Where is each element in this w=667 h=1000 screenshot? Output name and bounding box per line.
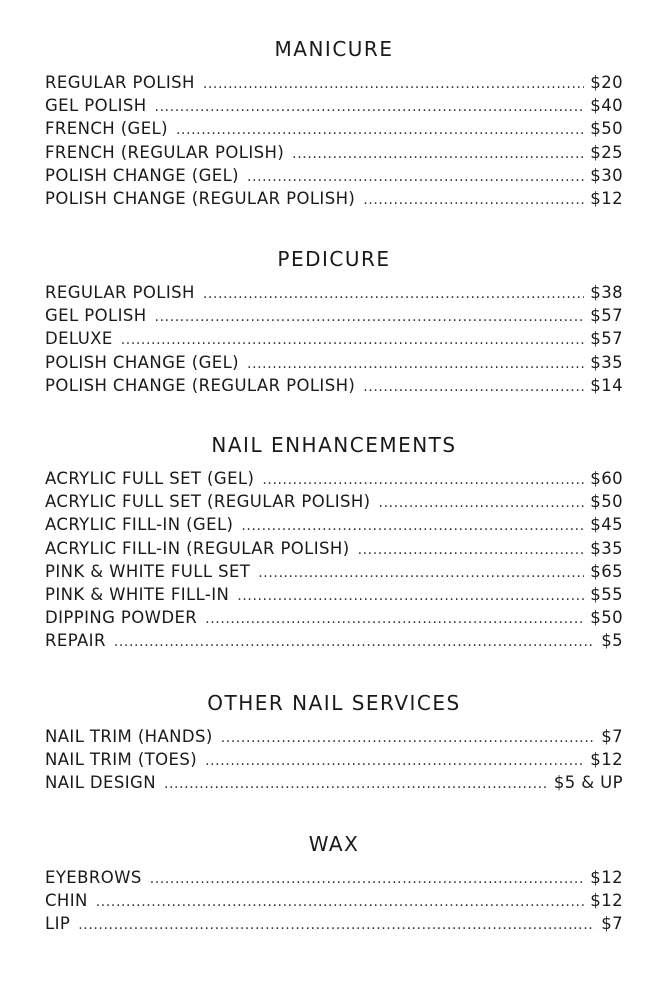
dot-leader	[221, 727, 595, 750]
service-list	[45, 71, 623, 210]
section-title: OTHER NAIL SERVICES	[207, 691, 461, 715]
service-item	[45, 560, 623, 583]
service-name: EYEBROWS	[45, 868, 142, 887]
section-manicure	[45, 36, 623, 210]
service-price: $35	[590, 538, 623, 558]
section-title: NAIL ENHANCEMENTS	[211, 433, 457, 457]
service-name: ACRYLIC FULL SET (REGULAR POLISH)	[45, 492, 371, 512]
dot-leader	[150, 868, 585, 891]
dot-leader	[237, 585, 584, 608]
service-price: $20	[590, 73, 623, 92]
service-name: REGULAR POLISH	[45, 73, 195, 92]
service-name: DIPPING POWDER	[45, 608, 198, 628]
dot-leader	[247, 353, 584, 376]
service-item	[45, 141, 623, 164]
section-title: PEDICURE	[277, 247, 391, 271]
section-title: MANICURE	[274, 37, 394, 61]
dot-leader	[155, 306, 585, 329]
service-name: ACRYLIC FILL-IN (GEL)	[45, 515, 234, 535]
dot-leader	[203, 73, 584, 96]
service-item	[45, 71, 623, 94]
service-list	[45, 281, 623, 397]
service-item	[45, 117, 623, 140]
service-price: $50	[590, 492, 623, 512]
dot-leader	[363, 376, 584, 399]
dot-leader	[247, 166, 584, 189]
service-name: DELUXE	[45, 329, 113, 349]
dot-leader	[121, 329, 585, 352]
service-price: $12	[590, 750, 623, 770]
service-price: $7	[601, 914, 623, 934]
service-price: $50	[590, 119, 623, 139]
dot-leader	[203, 283, 584, 306]
service-name: NAIL TRIM (TOES)	[45, 750, 198, 770]
section-pedicure	[45, 246, 623, 397]
service-name: LIP	[45, 914, 71, 934]
service-price: $55	[590, 584, 623, 604]
dot-leader	[164, 773, 548, 796]
service-price: $57	[590, 329, 623, 349]
dot-leader	[205, 750, 584, 773]
service-price: $30	[590, 165, 623, 185]
service-item	[45, 912, 623, 935]
service-name: NAIL TRIM (HANDS)	[45, 727, 213, 746]
dot-leader	[358, 539, 585, 562]
service-item	[45, 351, 623, 374]
dot-leader	[292, 143, 584, 166]
service-price: $45	[590, 515, 623, 535]
dot-leader	[96, 891, 585, 914]
service-list	[45, 866, 623, 936]
service-name: ACRYLIC FULL SET (GEL)	[45, 469, 255, 488]
service-name: POLISH CHANGE (REGULAR POLISH)	[45, 375, 356, 395]
service-name: GEL POLISH	[45, 96, 147, 116]
dot-leader	[258, 562, 584, 585]
service-item	[45, 467, 623, 490]
service-price: $12	[590, 188, 623, 208]
service-item	[45, 629, 623, 652]
section-wax	[45, 831, 623, 936]
service-price: $5 & UP	[553, 773, 623, 793]
service-item	[45, 866, 623, 889]
service-name: FRENCH (GEL)	[45, 119, 168, 139]
service-item	[45, 94, 623, 117]
service-item	[45, 327, 623, 350]
section-title: WAX	[308, 832, 360, 856]
service-price: $25	[590, 142, 623, 162]
service-name: PINK & WHITE FULL SET	[45, 561, 251, 581]
service-price: $5	[601, 631, 623, 651]
service-name: GEL POLISH	[45, 306, 147, 326]
service-price: $57	[590, 306, 623, 326]
service-item	[45, 490, 623, 513]
dot-leader	[363, 189, 584, 212]
service-price: $40	[590, 96, 623, 116]
service-list	[45, 725, 623, 795]
service-name: POLISH CHANGE (GEL)	[45, 352, 240, 372]
service-list	[45, 467, 623, 653]
service-price: $50	[590, 608, 623, 628]
service-name: NAIL DESIGN	[45, 773, 156, 793]
service-name: CHIN	[45, 891, 88, 911]
service-item	[45, 725, 623, 748]
service-name: FRENCH (REGULAR POLISH)	[45, 142, 285, 162]
service-item	[45, 513, 623, 536]
service-price: $7	[601, 727, 623, 746]
service-item	[45, 187, 623, 210]
service-name: PINK & WHITE FILL-IN	[45, 584, 230, 604]
service-price: $12	[590, 868, 623, 887]
dot-leader	[205, 608, 584, 631]
service-name: POLISH CHANGE (GEL)	[45, 165, 240, 185]
service-item	[45, 374, 623, 397]
service-item	[45, 583, 623, 606]
service-price: $38	[590, 283, 623, 302]
dot-leader	[379, 492, 585, 515]
service-price: $35	[590, 352, 623, 372]
service-price: $14	[590, 375, 623, 395]
service-name: REPAIR	[45, 631, 106, 651]
service-item	[45, 771, 623, 794]
service-item	[45, 889, 623, 912]
service-item	[45, 281, 623, 304]
dot-leader	[155, 96, 585, 119]
service-item	[45, 164, 623, 187]
section-other-nail-services	[45, 690, 623, 795]
service-item	[45, 606, 623, 629]
service-item	[45, 537, 623, 560]
dot-leader	[78, 914, 595, 937]
service-price: $60	[590, 469, 623, 488]
service-item	[45, 304, 623, 327]
service-name: REGULAR POLISH	[45, 283, 195, 302]
dot-leader	[114, 631, 595, 654]
service-name: POLISH CHANGE (REGULAR POLISH)	[45, 188, 356, 208]
service-name: ACRYLIC FILL-IN (REGULAR POLISH)	[45, 538, 350, 558]
service-price: $65	[590, 561, 623, 581]
service-item	[45, 748, 623, 771]
section-nail-enhancements	[45, 432, 623, 653]
dot-leader	[241, 515, 584, 538]
service-price: $12	[590, 891, 623, 911]
dot-leader	[262, 469, 584, 492]
dot-leader	[176, 119, 584, 142]
